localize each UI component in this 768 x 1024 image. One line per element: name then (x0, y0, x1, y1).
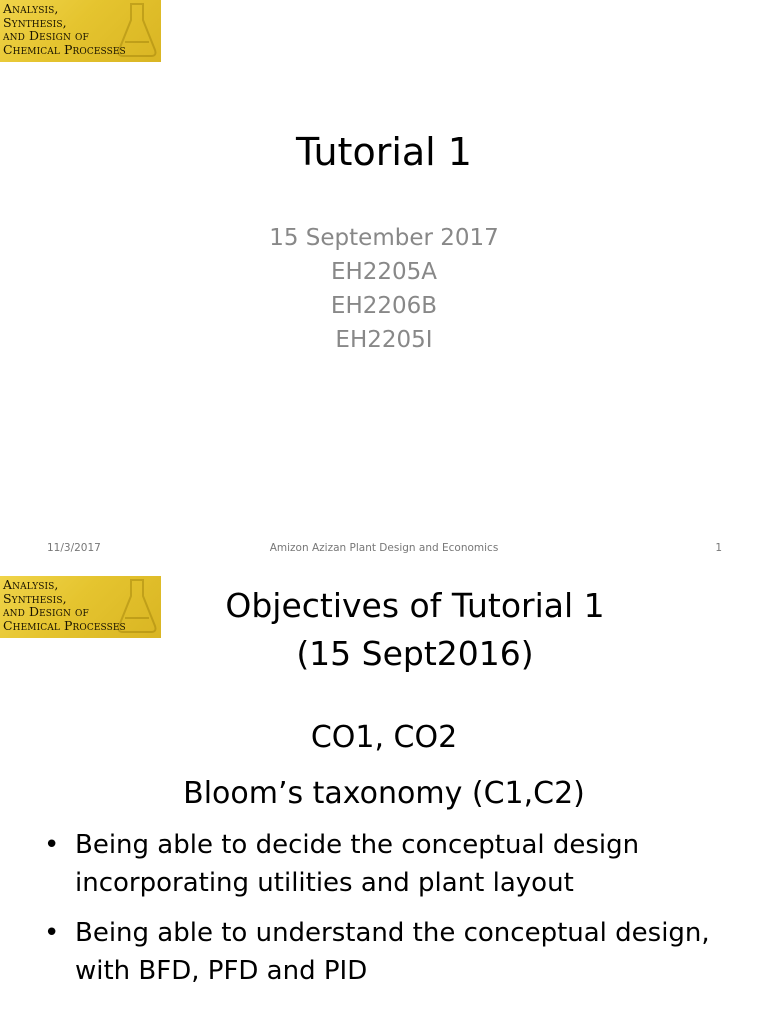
logo-text (3, 2, 126, 56)
list-item (44, 914, 744, 990)
course-outcomes-line: CO1, CO2 (310, 720, 458, 755)
list-item-line: Being able to understand the conceptual design, (75, 918, 710, 948)
bullet-icon: • (44, 918, 60, 948)
logo-line: Analysis, (3, 577, 59, 592)
logo-text (3, 578, 126, 632)
logo-line: and Design of (3, 604, 89, 619)
list-item (44, 826, 744, 902)
subtitle-course-code: EH2206B (330, 293, 438, 319)
bloom-taxonomy-line: Bloom’s taxonomy (C1,C2) (183, 776, 585, 811)
list-item-text (75, 914, 744, 990)
title-line: (15 Sept2016) (296, 634, 534, 673)
list-item-line: with BFD, PFD and PID (75, 956, 368, 986)
footer-date: 11/3/2017 (47, 542, 101, 554)
logo-line: Synthesis, (3, 590, 67, 606)
subtitle-course-code: EH2205I (335, 327, 433, 353)
footer-text: Amizon Azizan Plant Design and Economics (269, 542, 499, 554)
slide-2 (0, 574, 768, 1024)
logo-line: Chemical Processes (3, 41, 126, 57)
logo-line: Analysis, (3, 1, 59, 16)
footer-page-number: 1 (715, 542, 722, 554)
list-item-line: incorporating utilities and plant layout (75, 868, 574, 898)
logo-line: Chemical Processes (3, 617, 126, 633)
logo-line: Synthesis, (3, 14, 67, 30)
title-line: Objectives of Tutorial 1 (225, 586, 605, 625)
logo-line: and Design of (3, 28, 89, 43)
list-item-line: Being able to decide the conceptual design (75, 830, 640, 860)
list-item-text (75, 826, 744, 902)
objectives-list (44, 826, 744, 1002)
slide-title (170, 582, 660, 678)
book-cover-logo (0, 0, 161, 62)
slide-title: Tutorial 1 (296, 130, 472, 174)
bullet-icon: • (44, 830, 60, 860)
subtitle-course-code: EH2205A (330, 259, 438, 285)
slide-subtitle (0, 221, 768, 357)
book-cover-logo (0, 576, 161, 638)
subtitle-date: 15 September 2017 (269, 225, 499, 251)
